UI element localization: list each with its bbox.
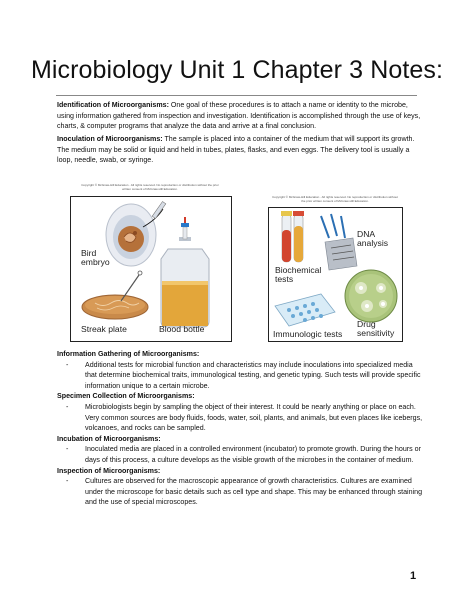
list-item-text: Additional tests for microbial function and characteristics may include inoculations into specialized media that determine biochemical traits, immunological testing, and genetic typing. Such tests will provide specific information unique to a certain microbe. [85, 360, 421, 390]
bullet-dash: - [66, 477, 69, 486]
blood-bottle-label: Blood bottle [159, 324, 205, 334]
title-divider [56, 95, 417, 96]
section-heading: Information Gathering of Microorganisms: [57, 350, 200, 358]
bullet-dash: - [66, 445, 69, 454]
list-item [57, 360, 423, 392]
biochemical-tubes-illustration [281, 211, 304, 262]
immunologic-tests-label: Immunologic tests [273, 329, 343, 339]
dna-analysis-label: DNA analysis [357, 229, 389, 248]
list-item [57, 444, 423, 465]
list-item [57, 402, 423, 434]
page-title: Microbiology Unit 1 Chapter 3 Notes: [30, 56, 444, 84]
dna-analysis-illustration [321, 214, 357, 270]
blood-bottle-illustration [161, 217, 209, 327]
petri-dish-illustration [82, 271, 148, 319]
drug-sensitivity-label: Drug sensitivity [357, 319, 395, 338]
section-heading: Specimen Collection of Microorganisms: [57, 392, 195, 401]
list-item-text: Microbiologists begin by sampling the object of their interest. It could be nearly anything or place on each. Very common sources are body fluids, foods, water, soil, plants, and animals, but even places like icebergs, volcanoes, and rocks can be sampled. [85, 402, 423, 433]
identification-paragraph [57, 100, 421, 132]
list-item-text: Inoculated media are placed in a controlled environment (incubator) to promote growth. During the hours or days of this process, a culture develops as the visible growth of the microbes in the container of medium. [85, 445, 421, 464]
page-number: 1 [410, 570, 417, 582]
immunologic-plate-illustration [275, 294, 335, 326]
inoculation-label: Inoculation of Microorganisms: [57, 135, 163, 143]
section-heading: Inspection of Microorganisms: [57, 466, 161, 475]
inoculation-illustration [71, 197, 231, 341]
right-figure-copyright: Copyright © McGraw-Hill Education . All rights reserved. No reproduction or distribution without the prior written consent of McGraw-Hill Education. [272, 195, 398, 203]
egg-syringe-illustration [152, 201, 166, 218]
notes-sections [57, 349, 423, 508]
inoculation-paragraph [57, 134, 421, 166]
bullet-dash: - [66, 402, 69, 411]
identification-text: One goal of these procedures is to attach a name or identity to the microbe, using information gathered from inspection and investigation. Identification is accomplished through the use of keys, charts, & computer programs that analyze the data and arrive at a final conclusion. [57, 101, 421, 131]
left-figure-copyright: Copyright © McGraw-Hill Education . All rights reserved. No reproduction or distribution without the prior written consent of McGraw-Hill Education. [81, 183, 219, 191]
inoculation-text: The sample is placed into a container of the medium that will support its growth. The medium may be solid or liquid and held in tubes, plates, flasks, and even eggs. The delivery tool is usually a loop, needle, swab, or syringe. [57, 135, 415, 165]
section-heading: Incubation of Microorganisms: [57, 434, 161, 443]
identification-figure [268, 207, 403, 342]
bullet-dash: - [66, 360, 69, 369]
streak-plate-label: Streak plate [81, 324, 127, 334]
identification-label: Identification of Microorganisms: [57, 101, 169, 109]
biochemical-tests-label: Biochemical tests [275, 265, 322, 284]
list-item-text: Cultures are observed for the macroscopic appearance of growth characteristics. Cultures are examined under the microscope for basic details such as cell type and shape. This may be enhanced through staining and the use of special microscopes. [85, 477, 423, 507]
bird-embryo-label: Bird embryo [81, 248, 110, 267]
list-item [57, 476, 423, 508]
inoculation-figure [70, 196, 232, 342]
drug-sensitivity-dish-illustration [345, 270, 397, 322]
